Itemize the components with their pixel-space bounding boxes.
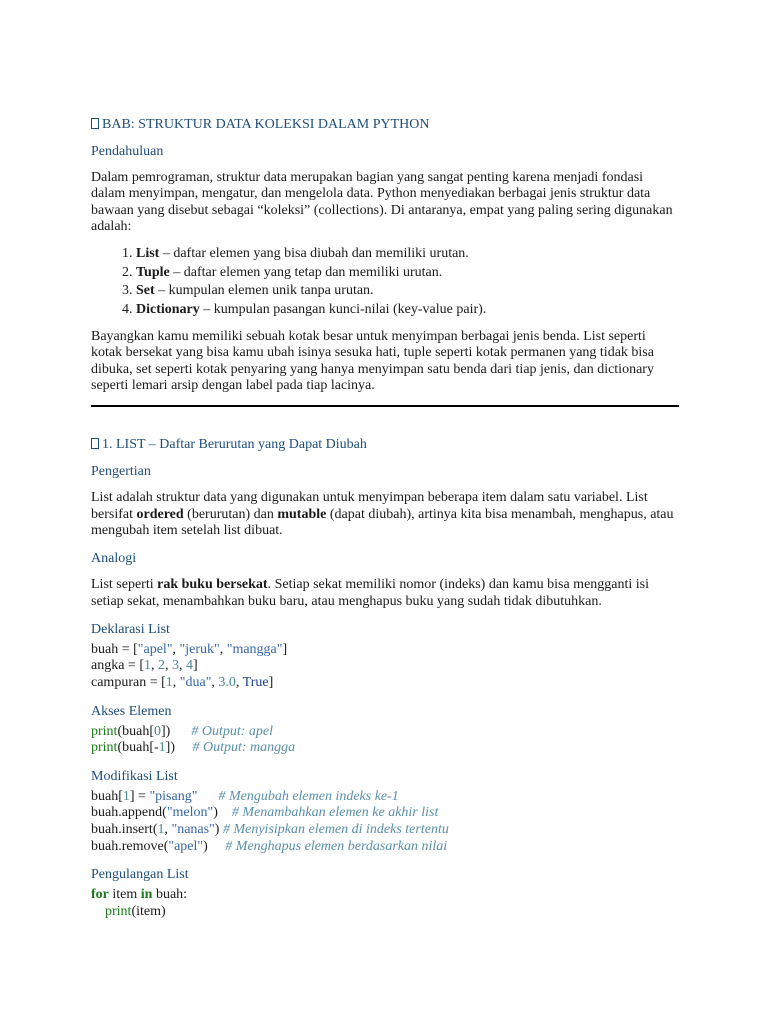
code-keyword: in [140, 887, 153, 903]
code-number: 4 [186, 658, 193, 674]
document-content [91, 116, 679, 920]
code-text: , [235, 675, 243, 691]
code-string: "apel" [168, 838, 204, 854]
code-text: buah.append( [91, 805, 167, 821]
code-text: , [179, 658, 186, 674]
code-comment: # Menyisipkan elemen di indeks tertentu [222, 822, 449, 838]
code-constant: True [242, 675, 269, 691]
section-divider [91, 405, 679, 407]
code-comment: # Menghapus elemen berdasarkan nilai [225, 838, 448, 854]
code-text: ] = [129, 788, 150, 804]
heading-pengertian: Pengertian [91, 464, 151, 480]
code-text: angka = [ [91, 658, 144, 674]
heading-pendahuluan: Pendahuluan [91, 144, 164, 159]
code-comment: # Output: apel [191, 723, 273, 739]
code-line [91, 740, 679, 757]
collection-types-list [91, 245, 679, 319]
heading-akses-elemen: Akses Elemen [91, 703, 172, 719]
code-text: campuran = [ [91, 675, 166, 691]
code-string: "apel" [137, 641, 173, 657]
code-text: ] [282, 641, 288, 657]
intro-paragraph: Dalam pemrograman, struktur data merupakan bagian yang sangat penting karena menjadi fondasi dalam menyimpan, mengatur, dan mengelola data. Python menyediakan berbagai jenis struktur data bawaan yang disebut sebagai “koleksi” (collections). Di antaranya, empat yang paling sering digunakan adalah: [91, 170, 673, 234]
code-modifikasi [91, 789, 679, 855]
book-icon [91, 118, 99, 129]
code-function: print [91, 723, 118, 739]
code-line [91, 642, 679, 659]
code-string: "nanas" [171, 822, 215, 838]
code-function: print [105, 903, 132, 919]
code-text: (item) [131, 903, 166, 919]
code-line [91, 789, 679, 806]
code-text: ] [193, 658, 198, 674]
code-number: 1 [144, 658, 151, 674]
code-text: (buah[ [117, 723, 154, 739]
list-item: 4. Dictionary – kumpulan pasangan kunci-nilai (key-value pair). [136, 301, 679, 320]
code-text: buah[ [91, 788, 123, 804]
code-text: , [165, 658, 172, 674]
code-line [91, 658, 679, 675]
code-string: "pisang" [149, 788, 198, 804]
code-string: "melon" [166, 805, 214, 821]
code-text: , [172, 675, 180, 691]
code-text: , [211, 675, 219, 691]
code-line [91, 887, 679, 904]
code-text: ) [203, 838, 226, 854]
code-number: 3 [172, 658, 179, 674]
code-keyword: for [91, 887, 109, 903]
code-text: ] [268, 675, 274, 691]
code-function: print [91, 740, 118, 756]
code-line [91, 675, 679, 692]
code-number: 1 [158, 740, 166, 756]
code-text: , [164, 822, 172, 838]
chapter-title: BAB: STRUKTUR DATA KOLEKSI DALAM PYTHON [91, 116, 679, 133]
code-pengulangan [91, 887, 679, 920]
code-string: "dua" [179, 675, 212, 691]
code-line [91, 904, 679, 921]
code-line [91, 724, 679, 741]
code-deklarasi [91, 642, 679, 692]
code-number: 1 [165, 675, 173, 691]
list-item: 2. Tuple – daftar elemen yang tetap dan memiliki urutan. [136, 264, 679, 283]
heading-analogi: Analogi [91, 551, 137, 567]
code-akses [91, 724, 679, 757]
code-line [91, 822, 679, 839]
code-text: , [172, 641, 180, 657]
analogy-paragraph: Bayangkan kamu memiliki sebuah kotak besar untuk menyimpan berbagai jenis benda. List seperti kotak bersekat yang bisa kamu ubah isinya sesuka hati, tuple seperti kotak permanen yang tidak bisa dibuka, set seperti kotak penyaring yang hanya menyimpan satu benda dari tiap jenis, dan dictionary seperti lemari arsip dengan label pada tiap lacinya. [91, 329, 654, 394]
list-item: 1. List – daftar elemen yang bisa diubah dan memiliki urutan. [136, 245, 679, 264]
code-text: ) [214, 822, 223, 838]
heading-deklarasi-list: Deklarasi List [91, 621, 170, 637]
code-text: item [108, 887, 141, 903]
list-item: 3. Set – kumpulan elemen unik tanpa urutan. [136, 282, 679, 301]
book-icon [91, 438, 99, 449]
code-string: "mangga" [226, 641, 283, 657]
code-text: buah.insert( [91, 822, 158, 838]
analogi-paragraph: List seperti rak buku bersekat. Setiap sekat memiliki nomor (indeks) dan kamu bisa mengganti isi setiap sekat, menambahkan buku baru, atau menghapus buku yang sudah tidak dibutuhkan. [91, 577, 650, 609]
heading-pengulangan-list: Pengulangan List [91, 867, 189, 883]
code-text: buah.remove( [91, 838, 169, 854]
code-text: buah = [ [91, 641, 138, 657]
code-number: 0 [154, 723, 161, 739]
code-text: ]) [165, 740, 193, 756]
code-text: ) [213, 805, 232, 821]
code-text: (buah[- [117, 740, 159, 756]
code-text: buah: [152, 887, 188, 903]
code-text [91, 904, 105, 919]
code-text [197, 789, 218, 804]
code-line [91, 839, 679, 856]
code-comment: # Output: mangga [192, 740, 296, 756]
section-title-list: 1. LIST – Daftar Berurutan yang Dapat Diubah [91, 436, 679, 453]
code-number: 3.0 [218, 675, 236, 691]
heading-modifikasi-list: Modifikasi List [91, 768, 178, 784]
code-comment: # Mengubah elemen indeks ke-1 [218, 788, 399, 804]
code-text: ]) [161, 723, 192, 739]
code-comment: # Menambahkan elemen ke akhir list [231, 805, 439, 821]
code-text: , [151, 658, 158, 674]
code-line [91, 805, 679, 822]
code-number: 2 [158, 658, 165, 674]
pengertian-paragraph: List adalah struktur data yang digunakan untuk menyimpan beberapa item dalam satu variabel. List bersifat ordered (berurutan) dan mutable (dapat diubah), artinya kita bisa menambah, menghapus, atau mengubah item setelah list dibuat. [91, 490, 674, 538]
code-text: , [219, 641, 227, 657]
code-number: 1 [157, 822, 165, 838]
code-number: 1 [122, 788, 130, 804]
code-string: "jeruk" [179, 641, 220, 657]
